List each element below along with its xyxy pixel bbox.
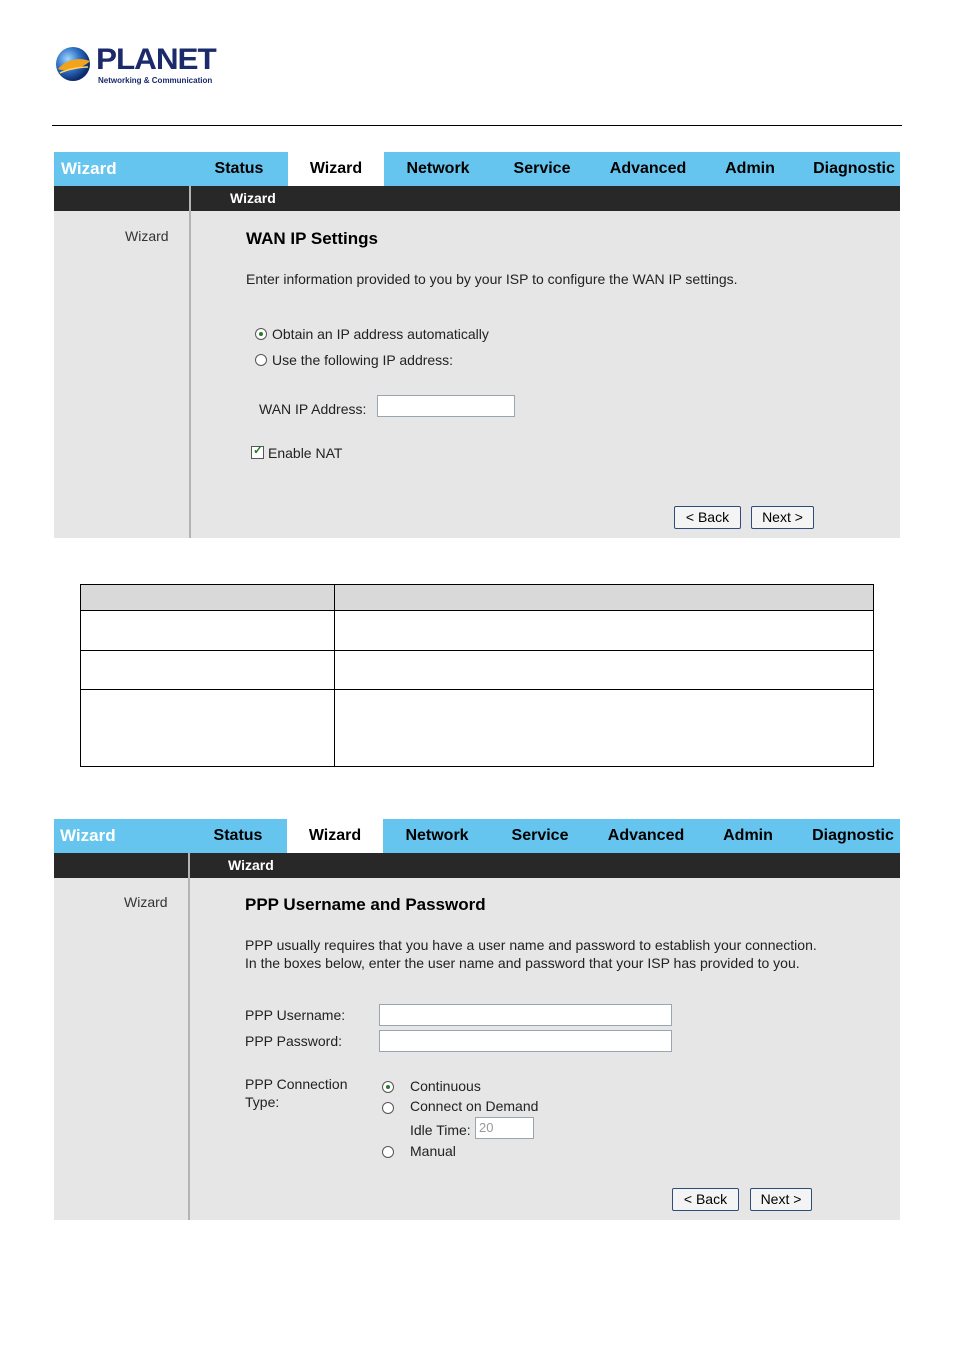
- nav-brand: Wizard: [60, 826, 116, 845]
- nav-brand: Wizard: [61, 159, 117, 178]
- tab-diagnostic[interactable]: Diagnostic: [813, 160, 895, 177]
- ppp-credentials-panel: [54, 819, 900, 1220]
- page-description-line1: PPP usually requires that you have a user name and password to establish your connection.: [245, 937, 817, 953]
- wan-ip-address-input[interactable]: [377, 395, 515, 417]
- enable-nat-label: Enable NAT: [268, 445, 343, 461]
- tab-network[interactable]: Network: [405, 827, 469, 844]
- connect-on-demand-radio[interactable]: [382, 1102, 394, 1114]
- sidebar-divider: [189, 186, 191, 538]
- parameter-table: [80, 584, 874, 767]
- use-following-ip-radio[interactable]: [255, 354, 267, 366]
- sub-nav: [54, 186, 900, 211]
- next-button[interactable]: Next >: [751, 506, 814, 529]
- table-cell: [81, 690, 335, 767]
- table-cell: [335, 611, 874, 651]
- ppp-username-input[interactable]: [379, 1004, 672, 1026]
- checkmark-icon: ✓: [253, 443, 264, 457]
- globe-icon: [54, 45, 92, 83]
- top-nav: [54, 819, 900, 853]
- back-button[interactable]: < Back: [674, 506, 741, 529]
- obtain-ip-auto-radio[interactable]: [255, 328, 267, 340]
- sidebar-divider: [188, 853, 190, 1220]
- tab-service[interactable]: Service: [513, 160, 571, 177]
- table-cell: [81, 611, 335, 651]
- table-header-cell: [81, 585, 335, 611]
- header-rule: [52, 125, 902, 126]
- tab-diagnostic[interactable]: Diagnostic: [812, 827, 894, 844]
- table-cell: [335, 690, 874, 767]
- use-following-ip-label: Use the following IP address:: [272, 352, 454, 368]
- next-button[interactable]: Next >: [750, 1188, 812, 1211]
- tab-admin[interactable]: Admin: [723, 827, 773, 844]
- sidebar-item-wizard[interactable]: Wizard: [124, 894, 168, 910]
- table-row: [81, 651, 874, 690]
- wan-ip-address-label: WAN IP Address:: [259, 401, 367, 417]
- page-title: PPP Username and Password: [245, 895, 486, 914]
- top-nav: [54, 152, 900, 186]
- back-button[interactable]: < Back: [672, 1188, 739, 1211]
- continuous-label: Continuous: [410, 1078, 481, 1094]
- tab-wizard[interactable]: Wizard: [287, 819, 383, 853]
- table-header-row: [81, 585, 874, 611]
- ppp-connection-type-label: PPP Connection: [245, 1076, 348, 1092]
- table-header-cell: [335, 585, 874, 611]
- tab-service[interactable]: Service: [511, 827, 569, 844]
- obtain-ip-auto-label: Obtain an IP address automatically: [272, 326, 489, 342]
- enable-nat-checkbox[interactable]: [251, 443, 264, 459]
- tab-advanced[interactable]: Advanced: [609, 160, 687, 177]
- sub-nav-title: Wizard: [228, 857, 274, 873]
- tab-admin[interactable]: Admin: [725, 160, 775, 177]
- table-cell: [81, 651, 335, 690]
- brand-name: PLANET: [96, 43, 216, 76]
- planet-logo: [54, 43, 214, 87]
- connect-on-demand-label: Connect on Demand: [410, 1098, 539, 1114]
- continuous-radio[interactable]: [382, 1081, 394, 1093]
- page-title: WAN IP Settings: [246, 229, 378, 248]
- tab-advanced[interactable]: Advanced: [607, 827, 685, 844]
- ppp-password-label: PPP Password:: [245, 1033, 343, 1049]
- tab-status[interactable]: Status: [214, 160, 264, 177]
- ppp-username-label: PPP Username:: [245, 1007, 346, 1023]
- manual-label: Manual: [410, 1143, 456, 1159]
- page-description-line2: In the boxes below, enter the user name and password that your ISP has provided to you.: [245, 955, 800, 971]
- sub-nav-title: Wizard: [230, 190, 276, 206]
- tab-wizard[interactable]: Wizard: [288, 152, 384, 186]
- wan-ip-settings-panel: [54, 152, 900, 538]
- tab-network[interactable]: Network: [406, 160, 470, 177]
- idle-time-label: Idle Time:: [410, 1122, 471, 1138]
- ppp-password-input[interactable]: [379, 1030, 672, 1052]
- page-description: Enter information provided to you by your ISP to configure the WAN IP settings.: [246, 271, 738, 287]
- brand-tagline: Networking & Communication: [98, 76, 213, 85]
- sidebar-item-wizard[interactable]: Wizard: [125, 228, 169, 244]
- manual-radio[interactable]: [382, 1146, 394, 1158]
- table-cell: [335, 651, 874, 690]
- table-row: [81, 611, 874, 651]
- table-row: [81, 690, 874, 767]
- idle-time-input[interactable]: 20: [475, 1117, 534, 1139]
- sub-nav: [54, 853, 900, 878]
- ppp-connection-type-label-2: Type:: [245, 1094, 280, 1110]
- tab-status[interactable]: Status: [213, 827, 263, 844]
